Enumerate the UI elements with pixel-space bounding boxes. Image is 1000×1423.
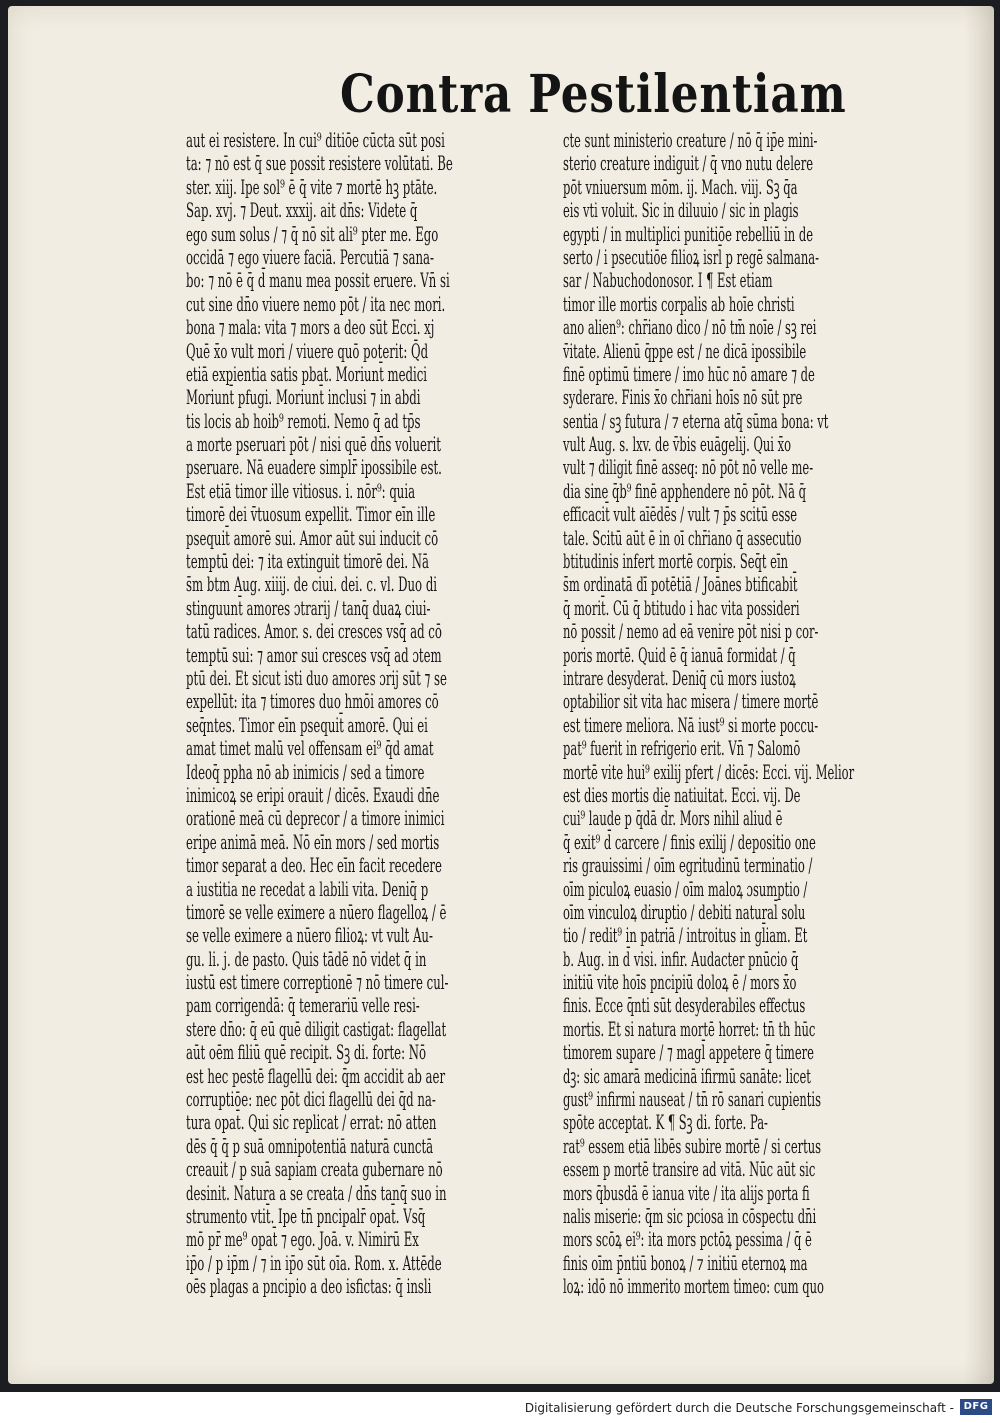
text-line: gu. li. j. de pasto. Quis tādē nō videt q̄ in bbox=[186, 946, 427, 971]
text-line: desinit. Natura a se creata / dn̄s tanq̄ suo in bbox=[186, 1180, 447, 1205]
text-line: eis vti voluit. Sic in diluuio / sic in plagis bbox=[563, 198, 799, 223]
text-line: nalis miserie: q̄m sic pciosa in cōspectu dn̄i bbox=[563, 1203, 817, 1228]
text-line: a morte pseruari pōt / nisi quē dn̄s voluerit bbox=[186, 432, 442, 457]
text-line: psequit̄ amorē sui. Amor aūt sui inducit cō bbox=[186, 525, 439, 550]
text-line: ta: ⁊ nō est q̄ sue possit resistere volūtati. Be bbox=[186, 151, 453, 176]
text-line: cte sunt ministerio creature / nō q̄ ip̄e mini- bbox=[563, 128, 818, 152]
text-line: temptū sui: ⁊ amor sui cresces vsq̄ ad ɔtem bbox=[186, 642, 442, 667]
text-line: Moriunt̄ pfugi. Moriunt̄ inclusi ⁊ in abdi bbox=[186, 385, 421, 410]
text-line: serto / i psecutiōe filioꝝ isrl̄ p regē salmana- bbox=[563, 244, 820, 269]
text-line: cui⁹ laude p q̄dā d̄r. Mors nihil aliud ē bbox=[563, 806, 783, 831]
text-line: egypti / in multiplici punitiōe rebelliū in de bbox=[563, 221, 814, 246]
text-line: finis. Ecce q̄nti sūt desyderabiles effectus bbox=[563, 993, 806, 1018]
text-line: timorē se velle eximere a nūero flagelloꝝ / ē bbox=[186, 899, 447, 924]
text-line: temptū dei: ⁊ ita extinguit timorē dei. Nā bbox=[186, 549, 429, 574]
text-line: vult Aug. s. lxv. de v̄bis euāgelij. Qui x̄o bbox=[563, 432, 792, 457]
text-line: timorē dei v̄tuosum expellit. Timor eīn ille bbox=[186, 502, 436, 527]
text-line: dēs q̄ q̄ p suā omnipotentiā naturā cunctā bbox=[186, 1133, 434, 1158]
text-line: tura opat̄. Qui sic replicat / errat: nō atten bbox=[186, 1110, 437, 1135]
text-line: ptū dei. Et sicut isti duo amores ɔrij sūt ⁊ se bbox=[186, 665, 447, 690]
text-line: btitudinis infert mortē corpis. Seq̄t eīn bbox=[563, 549, 789, 574]
text-line: est dies mortis die natiuitat. Ecci. vij. De bbox=[563, 782, 801, 807]
dfg-logo: DFG bbox=[960, 1399, 992, 1415]
text-line: mors scōꝝ ei⁹: ita mors pctōꝝ pessima / q̄ ē bbox=[563, 1227, 812, 1252]
text-line: strumento vtit̄. Ipe tn̄ pncipalr̄ opat̄. Vsq̄ bbox=[186, 1203, 426, 1228]
text-line: oīm piculoꝝ euasio / oīm maloꝝ ɔsumptio / bbox=[563, 876, 808, 901]
text-line: spōte acceptat. K ¶ Sꝫ di. forte. Pa- bbox=[563, 1110, 768, 1135]
text-line: tio / redit⁹ in patriā / introitus in gl̄iam. Et bbox=[563, 923, 808, 948]
running-head: Contra Pestilentiam bbox=[340, 64, 847, 125]
footer-bar bbox=[0, 1392, 1000, 1423]
text-line: pseruare. Nā euadere simplr̄ ipossibile est. bbox=[186, 455, 442, 480]
text-line: timor separat a deo. Hec eīn facit recedere bbox=[186, 853, 442, 878]
text-line: vult ⁊ diligit finē asseq: nō pōt nō velle me- bbox=[563, 455, 814, 480]
text-line: mors q̄busdā ē ianua vite / ita alijs porta fi bbox=[563, 1180, 810, 1205]
text-line: inimicoꝝ se eripi orauit / dicēs. Exaudi dn̄e bbox=[186, 782, 440, 807]
text-line: v̄itate. Alienū q̄ppe est / ne dicā ipossibile bbox=[563, 338, 807, 363]
text-line: loꝝ: idō nō immerito mortem timeo: cum quo bbox=[563, 1274, 824, 1299]
text-line: seq̄ntes. Timor eīn psequit̄ amorē. Qui ei bbox=[186, 712, 428, 737]
text-line: pat⁹ fuerit in refrigerio erit. Vn̄ ⁊ Salomō bbox=[563, 736, 801, 761]
text-line: intrare desyderat. Deniq̄ cū mors iustoꝝ bbox=[563, 665, 796, 690]
funding-notice: Digitalisierung gefördert durch die Deutsche Forschungsgemeinschaft - bbox=[524, 1401, 954, 1415]
text-line: tatū radices. Amor. s. dei cresces vsq̄ ad cō bbox=[186, 619, 442, 644]
text-line: corruptiōe: nec pōt dici flagellū dei q̄d na- bbox=[186, 1087, 436, 1112]
text-line: sentia / sꝫ futura / ⁊ eterna atq̄ sūma bona: vt bbox=[563, 408, 829, 433]
text-line: timor ille mortis corpalis ab hoīe christi bbox=[563, 291, 795, 316]
text-line: pam corrigendā: q̄ temerariū velle resi- bbox=[186, 993, 420, 1018]
text-line: s̄m btm Aug. xiiij. de ciui. dei. c. vl. Duo di bbox=[186, 572, 438, 597]
text-line: stinguunt̄ amores ɔtrarij / tanq̄ duaꝝ ciui- bbox=[186, 595, 431, 620]
text-line: bona ⁊ mala: vita ⁊ mors a deo sūt Ecci. xj bbox=[186, 315, 435, 340]
text-line: finē optimū timere / imo hūc nō amare ⁊ de bbox=[563, 361, 815, 386]
text-line: b. Aug. in d̄ visi. infir. Audacter pnūcio q̄ bbox=[563, 946, 799, 971]
text-line: q̄ morit̄. Cū q̄ btitudo i hac vita possideri bbox=[563, 595, 800, 620]
text-line: eripe animā meā. Nō eīn mors / sed mortis bbox=[186, 829, 440, 854]
text-line: dꝫ: sic amarā medicinā ifirmū sanāte: licet bbox=[563, 1063, 811, 1088]
text-line: aut ei resistere. In cui⁹ ditiōe cūcta sūt posi bbox=[186, 128, 445, 152]
text-line: sterio creature indiguit / q̄ vno nutu delere bbox=[563, 151, 813, 176]
text-line: syderare. Finis x̄o chr̄iani hoīs nō sūt pre bbox=[563, 385, 803, 410]
text-line: dia sine q̄b⁹ finē apphendere nō pōt. Nā q̄ bbox=[563, 478, 806, 503]
text-line: a iustitia ne recedat a labili vita. Deniq̄ p bbox=[186, 876, 429, 901]
text-line: essem p mortē transire ad vitā. Nūc aūt sic bbox=[563, 1157, 816, 1182]
text-line: Est etiā timor ille vitiosus. i. nōr⁹: quia bbox=[186, 478, 416, 503]
text-line: occidā ⁊ ego viuere faciā. Percutiā ⁊ sana- bbox=[186, 244, 434, 269]
text-line: ego sum solus / ⁊ q̄ nō sit ali⁹ pter me. Ego bbox=[186, 221, 439, 246]
text-line: se velle eximere a nūero filioꝝ: vt vult Au- bbox=[186, 923, 433, 948]
text-line: Sap. xvj. ⁊ Deut. xxxij. ait dn̄s: Videte q̄ bbox=[186, 198, 418, 223]
text-line: orationē meā cū deprecor / a timore inimici bbox=[186, 806, 445, 831]
text-line: tale. Scitū aūt ē in oī chr̄iano q̄ assecutio bbox=[563, 525, 802, 550]
text-line: optabilior sit vita hac misera / timere mortē bbox=[563, 689, 819, 714]
text-line: pōt vniuersum mōm. ij. Mach. viij. Sꝫ q̄a bbox=[563, 174, 798, 199]
text-line: timorem supare / ⁊ magl̄ appetere q̄ timere bbox=[563, 1040, 814, 1065]
text-line: cut sine dn̄o viuere nemo pōt / ita nec mori. bbox=[186, 291, 446, 316]
text-line: ris grauissimi / oīm egritudinū terminatio / bbox=[563, 853, 813, 878]
text-line: Quē x̄o vult mori / viuere quō poterit: Q̄d bbox=[186, 338, 429, 363]
text-line: s̄m ordinatā dī potētiā / Joānes btificabit̄ bbox=[563, 572, 798, 597]
text-line: est timere meliora. Nā iust⁹ si morte poccu- bbox=[563, 712, 819, 737]
text-line: creauit / p suā sapiam creata gubernare nō bbox=[186, 1157, 443, 1182]
text-line: initiū vite hoīs pncipiū doloꝝ ē / mors x̄o bbox=[563, 970, 797, 995]
text-line: etiā expientia satis pbat. Moriunt̄ medici bbox=[186, 361, 428, 386]
text-line: amat timet malū vel offensam ei⁹ q̄d amat bbox=[186, 736, 434, 761]
text-line: mortē vite hui⁹ exilij pfert / dicēs: Ecci. vij. Melior bbox=[563, 759, 855, 784]
text-line: bo: ⁊ nō ē q̄ d̄ manu mea possit eruere. Vn̄ si bbox=[186, 268, 450, 293]
text-line: ip̄o / p ip̄m / ⁊ in ip̄o sūt oīa. Rom. x. Attēde bbox=[186, 1250, 442, 1275]
text-line: rat⁹ essem etiā libēs subire mortē / si certus bbox=[563, 1133, 822, 1158]
text-line: nō possit / nemo ad eā venire pōt nisi p cor- bbox=[563, 619, 819, 644]
text-line: finis oīm p̄ntiū bonoꝝ / ⁊ initiū eternoꝝ ma bbox=[563, 1250, 808, 1275]
text-line: iustū est timere correptionē ⁊ nō timere cul- bbox=[186, 970, 449, 995]
text-line: ano alien⁹: chr̄iano dico / nō tm̄ noīe / sꝫ rei bbox=[563, 315, 817, 340]
text-line: expellūt: ita ⁊ timores duo hmōi amores cō bbox=[186, 689, 439, 714]
page-edge-shadow bbox=[964, 6, 994, 1384]
text-line: efficacit̄ vult aīēdēs / vult ⁊ p̄s scitū esse bbox=[563, 502, 798, 527]
text-line: gust⁹ infirmi nauseat / tn̄ rō sanari cupientis bbox=[563, 1087, 822, 1112]
text-line: mō pr̄ me⁹ opat̄ ⁊ ego. Joā. v. Nimirū Ex bbox=[186, 1227, 419, 1252]
text-line: sar / Nabuchodonosor. I ¶ Est etiam bbox=[563, 268, 773, 293]
text-line: est hec pestē flagellū dei: q̄m accidit ab aer bbox=[186, 1063, 446, 1088]
text-line: ster. xiij. Ipe sol⁹ ē q̄ vite ⁊ mortē hꝫ ptāte. bbox=[186, 174, 438, 199]
text-line: poris mortē. Quid ē q̄ ianuā formidat / q̄ bbox=[563, 642, 796, 667]
text-line: aūt oēm filiū quē recipit. Sꝫ di. forte: Nō bbox=[186, 1040, 427, 1065]
right-text-column bbox=[563, 129, 908, 1299]
text-line: stere dn̄o: q̄ eū quē diligit castigat: flagellat bbox=[186, 1016, 447, 1041]
text-line: oīm vinculoꝝ diruptio / debiti natural̄ solu bbox=[563, 899, 806, 924]
left-text-column bbox=[186, 129, 546, 1299]
text-line: mortis. Et si natura mortē horret: tn̄ th hūc bbox=[563, 1016, 816, 1041]
text-line: Ideoq̄ ppha nō ab inimicis / sed a timore bbox=[186, 759, 425, 784]
text-line: oēs plagas a pncipio a deo isfictas: q̄ insli bbox=[186, 1274, 432, 1299]
text-line: q̄ exit⁹ d̄ carcere / finis exilij / depositio one bbox=[563, 829, 816, 854]
text-line: tis locis ab hoib⁹ remoti. Nemo q̄ ad tp̄s bbox=[186, 408, 421, 433]
